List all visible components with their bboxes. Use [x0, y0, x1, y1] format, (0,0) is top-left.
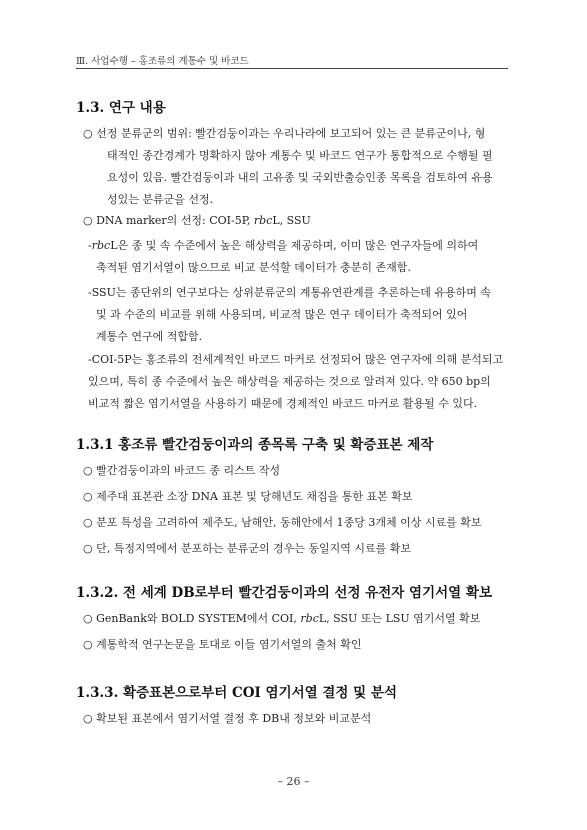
body-line: 태적인 종간경계가 명확하지 않아 계통수 및 바코드 연구가 통합적으로 수행될 필 — [107, 149, 493, 162]
list-item: ○ 빨간검둥이과의 바코드 종 리스트 작성 — [83, 464, 281, 477]
rbcl-text: L은 종 및 속 수준에서 높은 해상력을 제공하며, 이미 많은 연구자들에 의하여 — [110, 239, 479, 252]
marker-rbcl-italic: rbc — [253, 214, 273, 227]
rbcl-italic: rbc — [91, 239, 111, 252]
rbcl-dash: - — [88, 239, 92, 252]
body-line: -COI-5P는 홍조류의 전세계적인 바코드 마커로 선정되어 많은 연구자에 의해 분석되고 — [88, 353, 504, 366]
list-item: ○ 단, 특정지역에서 분포하는 분류군의 경우는 동일지역 시료를 확보 — [83, 542, 411, 555]
section-title-1-3-1: 1.3.1 홍조류 빨간검둥이과의 종목록 구축 및 확증표본 제작 — [76, 437, 434, 453]
body-line: 비교적 짧은 염기서열을 사용하기 때문에 경제적인 바코드 마커로 활용될 수 있다. — [88, 397, 478, 410]
marker-rbcl-suffix: L, SSU — [272, 214, 311, 227]
rbcl-line — [88, 239, 478, 252]
page-number: – 26 – — [277, 775, 310, 788]
db-suffix: L, SSU 또는 LSU 염기서열 확보 — [318, 612, 481, 625]
body-line: 계통수 연구에 적합함. — [96, 330, 203, 343]
list-item — [83, 612, 480, 625]
db-rbcl-italic: rbc — [300, 612, 319, 625]
section-title-1-3-2: 1.3.2. 전 세계 DB로부터 빨간검둥이과의 선정 유전자 염기서열 확보 — [76, 585, 492, 601]
body-line: -SSU는 종단위의 연구보다는 상위분류군의 계통유연관계를 추론하는데 유용하며 속 — [88, 286, 491, 299]
list-item: ○ 분포 특성을 고려하여 제주도, 남해안, 동해안에서 1종당 3개체 이상 시료를 확보 — [83, 516, 482, 529]
list-item: ○ 제주대 표본관 소장 DNA 표본 및 당해년도 채집을 통한 표본 확보 — [83, 490, 413, 503]
body-line: 축적된 염기서열이 많으므로 비교 분석할 데이터가 충분히 존재함. — [96, 261, 411, 274]
marker-prefix: ○ DNA marker의 선정: COI-5P, — [83, 214, 254, 227]
header-rule — [76, 68, 508, 69]
list-item: ○ 계통학적 연구논문을 토대로 이들 염기서열의 출처 확인 — [83, 638, 362, 651]
list-item: ○ 확보된 표본에서 염기서열 결정 후 DB내 정보와 비교분석 — [83, 712, 372, 725]
section-title-1-3-3: 1.3.3. 확증표본으로부터 COI 염기서열 결정 및 분석 — [76, 685, 397, 701]
section-title-1-3: 1.3. 연구 내용 — [76, 100, 166, 116]
marker-line — [83, 214, 311, 227]
body-line: 요성이 있음. 빨간검둥이과 내의 고유종 및 국외반출승인종 목록을 검토하여 유용 — [107, 171, 493, 184]
body-line: 있으며, 특히 종 수준에서 높은 해상력을 제공하는 것으로 알려져 있다. 약 650 bp의 — [88, 375, 491, 388]
db-prefix: ○ GenBank와 BOLD SYSTEM에서 COI, — [83, 612, 301, 625]
body-line: 및 과 수준의 비교를 위해 사용되며, 비교적 많은 연구 데이터가 축적되어 있어 — [96, 308, 468, 321]
body-line: ○ 선정 분류군의 범위: 빨간검둥이과는 우리나라에 보고되어 있는 큰 분류군이나, 형 — [83, 127, 486, 140]
running-header: Ⅲ. 사업수행 – 홍조류의 계통수 및 바코드 — [76, 56, 249, 67]
body-line: 성있는 분류군을 선정. — [107, 193, 214, 206]
